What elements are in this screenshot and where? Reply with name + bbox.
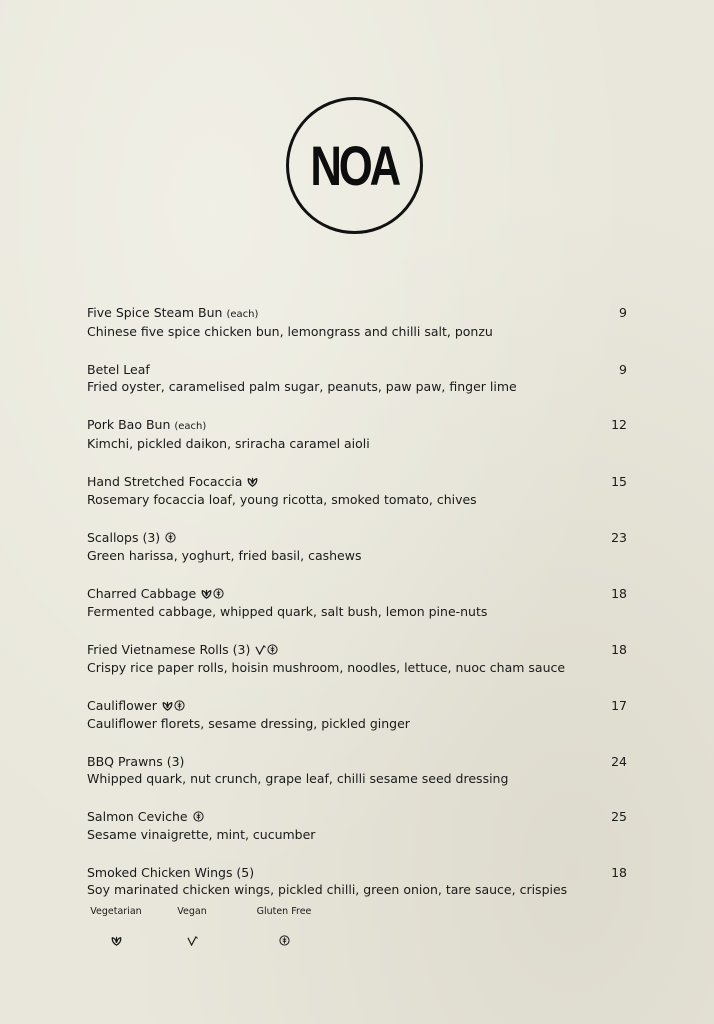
menu-item — [87, 304, 627, 340]
vegetarian-icon — [201, 586, 212, 603]
gluten-free-icon — [213, 586, 224, 603]
legend-gluten-free — [254, 906, 314, 950]
menu-item-description: Whipped quark, nut crunch, grape leaf, chilli sesame seed dressing — [87, 771, 509, 786]
vegan-icon — [255, 642, 266, 659]
legend-vegetarian-label: Vegetarian — [90, 906, 142, 917]
menu-item-price: 15 — [611, 474, 627, 489]
menu-item-title-line — [87, 304, 627, 323]
menu-item-name: Charred Cabbage — [87, 586, 197, 601]
legend-vegetarian — [87, 906, 145, 950]
menu-item-description: Sesame vinaigrette, mint, cucumber — [87, 827, 316, 842]
legend-vegan — [171, 906, 213, 950]
menu-item — [87, 473, 627, 508]
menu-item-description: Crispy rice paper rolls, hoisin mushroom, noodles, lettuce, nuoc cham sauce — [87, 660, 566, 675]
menu-item-title-line — [87, 753, 627, 770]
menu-item-title-line — [87, 585, 627, 603]
menu-item — [87, 641, 627, 676]
menu-item-price: 18 — [611, 586, 627, 601]
menu-item-name: Betel Leaf — [87, 362, 150, 377]
vegetarian-icon — [111, 931, 122, 950]
menu-item-description: Fried oyster, caramelised palm sugar, peanuts, paw paw, finger lime — [87, 379, 517, 394]
menu-item-description: Cauliflower florets, sesame dressing, pickled ginger — [87, 716, 410, 731]
menu-item — [87, 361, 627, 395]
logo — [286, 97, 423, 234]
menu-item-price: 24 — [611, 754, 627, 769]
menu-item — [87, 416, 627, 452]
menu-item-price: 18 — [611, 865, 627, 880]
menu-item-title-line — [87, 416, 627, 435]
menu-item-name: Five Spice Steam Bun — [87, 305, 223, 320]
menu-item-name: Smoked Chicken Wings (5) — [87, 865, 255, 880]
menu-item — [87, 864, 627, 898]
menu-item — [87, 529, 627, 564]
menu-item-price: 9 — [619, 362, 627, 377]
menu-item-name: Pork Bao Bun — [87, 417, 171, 432]
menu-item-price: 18 — [611, 642, 627, 657]
menu-item-name: Fried Vietnamese Rolls (3) — [87, 642, 251, 657]
menu-item-name: Cauliflower — [87, 698, 157, 713]
menu-item — [87, 697, 627, 732]
menu-item-title-line — [87, 808, 627, 826]
legend-vegetarian-icon-slot — [87, 931, 145, 950]
gluten-free-icon — [165, 530, 176, 547]
menu-item-name: BBQ Prawns (3) — [87, 754, 185, 769]
logo-text: NOA — [310, 133, 399, 197]
menu-item-note: (each) — [174, 421, 207, 432]
legend-vegan-icon-slot — [171, 931, 213, 950]
menu-item — [87, 585, 627, 620]
vegan-icon — [187, 931, 198, 950]
menu-item-title-line — [87, 697, 627, 715]
menu-item-description: Soy marinated chicken wings, pickled chilli, green onion, tare sauce, crispies — [87, 882, 568, 897]
legend-vegan-label: Vegan — [177, 906, 207, 917]
menu-item-note: (each) — [226, 309, 259, 320]
menu-item-title-line — [87, 864, 627, 881]
menu-item — [87, 808, 627, 843]
menu-item — [87, 753, 627, 787]
vegetarian-icon — [247, 474, 258, 491]
menu-item-price: 17 — [611, 698, 627, 713]
menu-item-price: 23 — [611, 530, 627, 545]
gluten-free-icon — [174, 698, 185, 715]
menu-item-title-line — [87, 529, 627, 547]
legend-gluten-free-icon-slot — [254, 931, 314, 950]
menu-item-price: 12 — [611, 417, 627, 432]
menu-item-title-line — [87, 361, 627, 378]
vegetarian-icon — [162, 698, 173, 715]
menu-item-price: 9 — [619, 305, 627, 320]
menu-item-name: Scallops (3) — [87, 530, 161, 545]
menu-list — [87, 304, 627, 919]
legend-gluten-free-label: Gluten Free — [256, 906, 312, 917]
menu-item-title-line — [87, 473, 627, 491]
menu-item-price: 25 — [611, 809, 627, 824]
menu-item-description: Green harissa, yoghurt, fried basil, cashews — [87, 548, 362, 563]
menu-item-description: Kimchi, pickled daikon, sriracha caramel aioli — [87, 436, 370, 451]
gluten-free-icon — [279, 931, 290, 950]
menu-item-description: Fermented cabbage, whipped quark, salt bush, lemon pine-nuts — [87, 604, 488, 619]
menu-item-name: Hand Stretched Focaccia — [87, 474, 243, 489]
menu-item-description: Chinese five spice chicken bun, lemongrass and chilli salt, ponzu — [87, 324, 493, 339]
gluten-free-icon — [267, 642, 278, 659]
menu-item-description: Rosemary focaccia loaf, young ricotta, smoked tomato, chives — [87, 492, 477, 507]
gluten-free-icon — [193, 809, 204, 826]
menu-item-title-line — [87, 641, 627, 659]
menu-item-name: Salmon Ceviche — [87, 809, 188, 824]
